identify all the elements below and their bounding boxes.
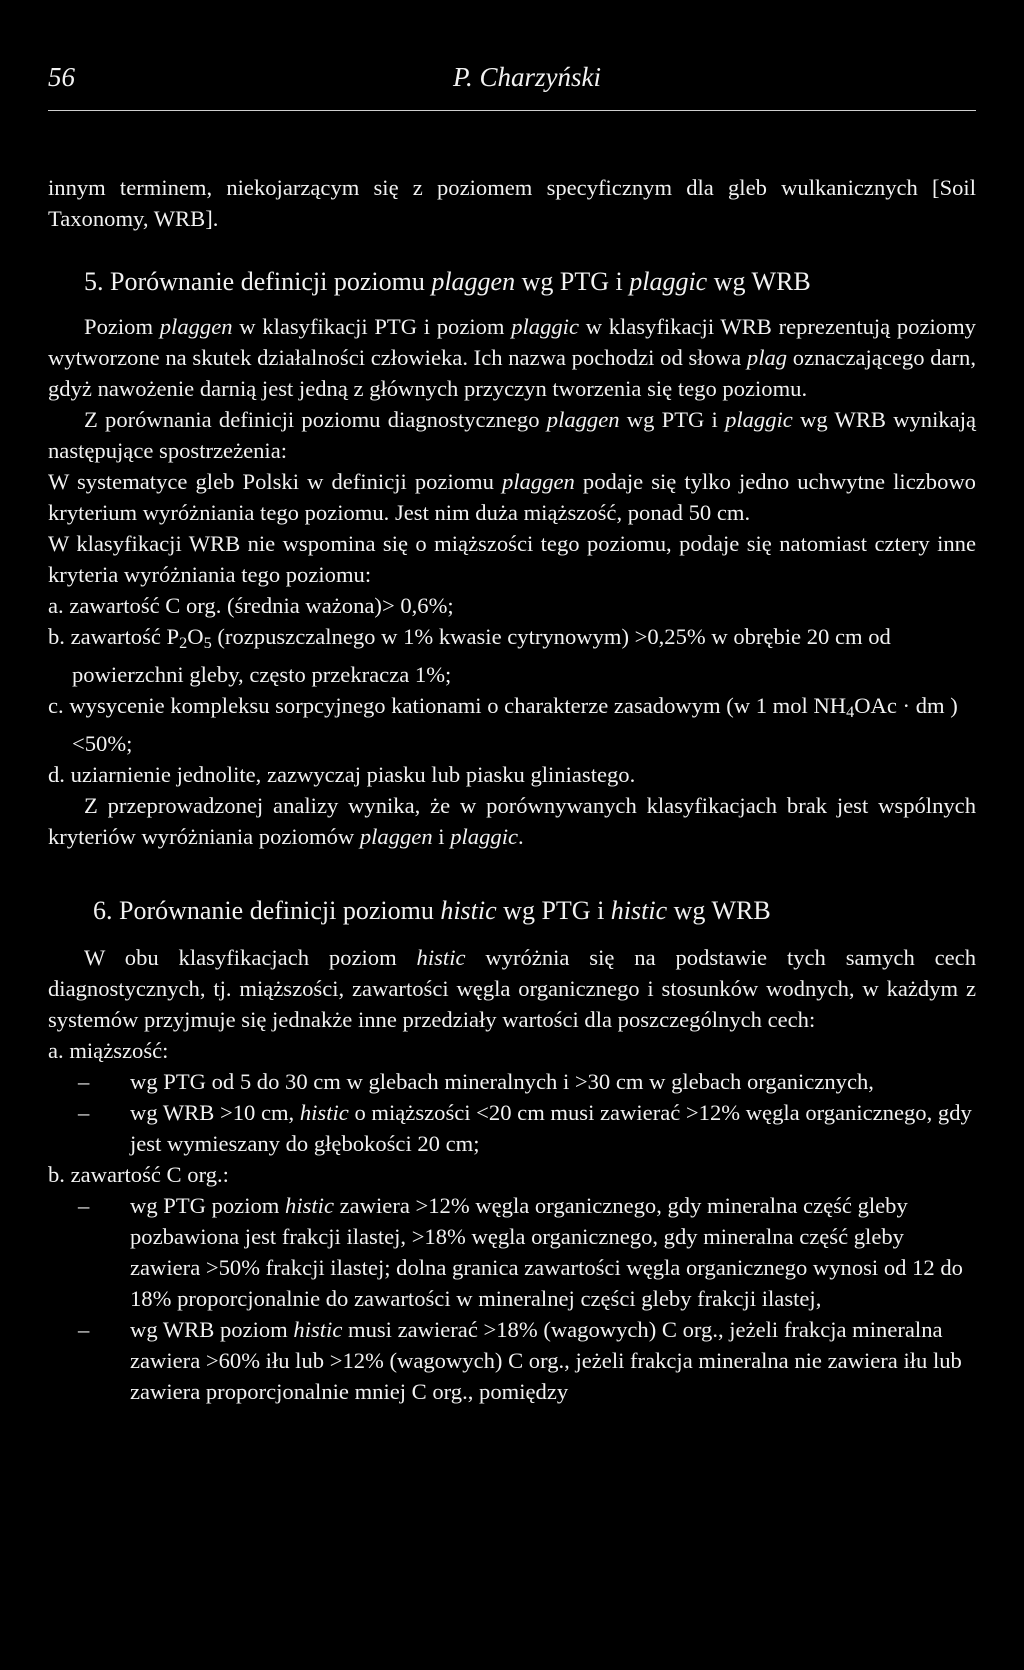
thickness-ptg: – wg PTG od 5 do 30 cm w glebach mineralnych i >30 cm w glebach organicznych, — [78, 1069, 874, 1095]
thickness-wrb: – wg WRB >10 cm, histic o miąższości <20 cm musi zawierać >12% węgla organicznego, gdy jest wymieszany do głębokości 20 cm; — [78, 1100, 972, 1157]
page-header — [48, 62, 976, 102]
running-head: P. Charzyński — [453, 62, 602, 92]
section-5-heading: 5. Porównanie definicji poziomu plaggen wg PTG i plaggic wg WRB — [84, 267, 811, 296]
header-rule — [48, 110, 976, 111]
carbon-label: b. zawartość C org.: — [48, 1162, 229, 1188]
section-6-paragraph-1: W obu klasyfikacjach poziom histic wyróżnia się na podstawie tych samych cech diagnostycznych, tj. miąższości, zawartości węgla organicznego i stosunków wodnych, w każdym z systemów przyjmuje się jednakże inne przedziały wartości dla poszczególnych cech: — [48, 945, 976, 1033]
section-5-conclusion: Z przeprowadzonej analizy wynika, że w porównywanych klasyfikacjach brak jest wspólnych kryteriów wyróżniania poziomów plaggen i plaggic. — [48, 793, 976, 850]
section-6-heading: 6. Porównanie definicji poziomu histic wg PTG i histic wg WRB — [93, 896, 771, 926]
criterion-a: a. zawartość C org. (średnia ważona)> 0,6%; — [48, 593, 454, 618]
section-5-paragraph-4: W klasyfikacji WRB nie wspomina się o miąższości tego poziomu, podaje się natomiast cztery inne kryteria wyróżniania tego poziomu: — [48, 531, 976, 587]
criterion-d: d. uziarnienie jednolite, zazwyczaj piasku lub piasku gliniastego. — [48, 762, 636, 788]
intro-paragraph: innym terminem, niekojarzącym się z poziomem specyficznym dla gleb wulkanicznych [Soil Taxonomy, WRB]. — [48, 175, 976, 231]
section-5-paragraph-2: Z porównania definicji poziomu diagnostycznego plaggen wg PTG i plaggic wg WRB wynikają następujące spostrzeżenia: — [48, 407, 977, 463]
page-number: 56 — [48, 62, 75, 92]
criterion-b: b. zawartość $P_2O_5$ (rozpuszczalnego w 1% kwasie cytrynowym) >0,25% w obrębie 20 cm od powierzchni gleby, często przekracza 1%; — [48, 624, 891, 688]
body-text — [48, 172, 976, 1407]
criterion-c: c. wysycenie kompleksu sorpcyjnego kationami o charakterze zasadowym (w 1 mol $NH_4OAc$ · dm ) <50%; — [48, 693, 958, 757]
carbon-wrb: – wg WRB poziom histic musi zawierać >18% (wagowych) C org., jeżeli frakcja mineralna zawiera >60% iłu lub >12% (wagowych) C org., jeżeli frakcja mineralna nie zawiera iłu lub zawiera proporcjonalnie mniej C org., pomiędzy — [78, 1317, 962, 1405]
carbon-ptg: – wg PTG poziom histic zawiera >12% węgla organicznego, gdy mineralna część gleby pozbawiona jest frakcji ilastej, >18% węgla organicznego, gdy mineralna część gleby zawiera >50% frakcji ilastej; dolna granica zawartości węgla organicznego wynosi od 12 do 18% proporcjonalnie do zawartości w mineralnej części gleby frakcji ilastej, — [78, 1193, 963, 1312]
thickness-label: a. miąższość: — [48, 1038, 169, 1064]
section-5-paragraph-3: W systematyce gleb Polski w definicji poziomu plaggen podaje się tylko jedno uchwytne liczbowo kryterium wyróżniania tego poziomu. Jest nim duża miąższość, ponad 50 cm. — [48, 469, 976, 525]
section-5-paragraph-1: Poziom plaggen w klasyfikacji PTG i poziom plaggic w klasyfikacji WRB reprezentują poziomy wytworzone na skutek działalności człowieka. Ich nazwa pochodzi od słowa plag oznaczającego darn, gdyż nawożenie darnią jest jedną z głównych przyczyn tworzenia się tego poziomu. — [48, 314, 976, 401]
